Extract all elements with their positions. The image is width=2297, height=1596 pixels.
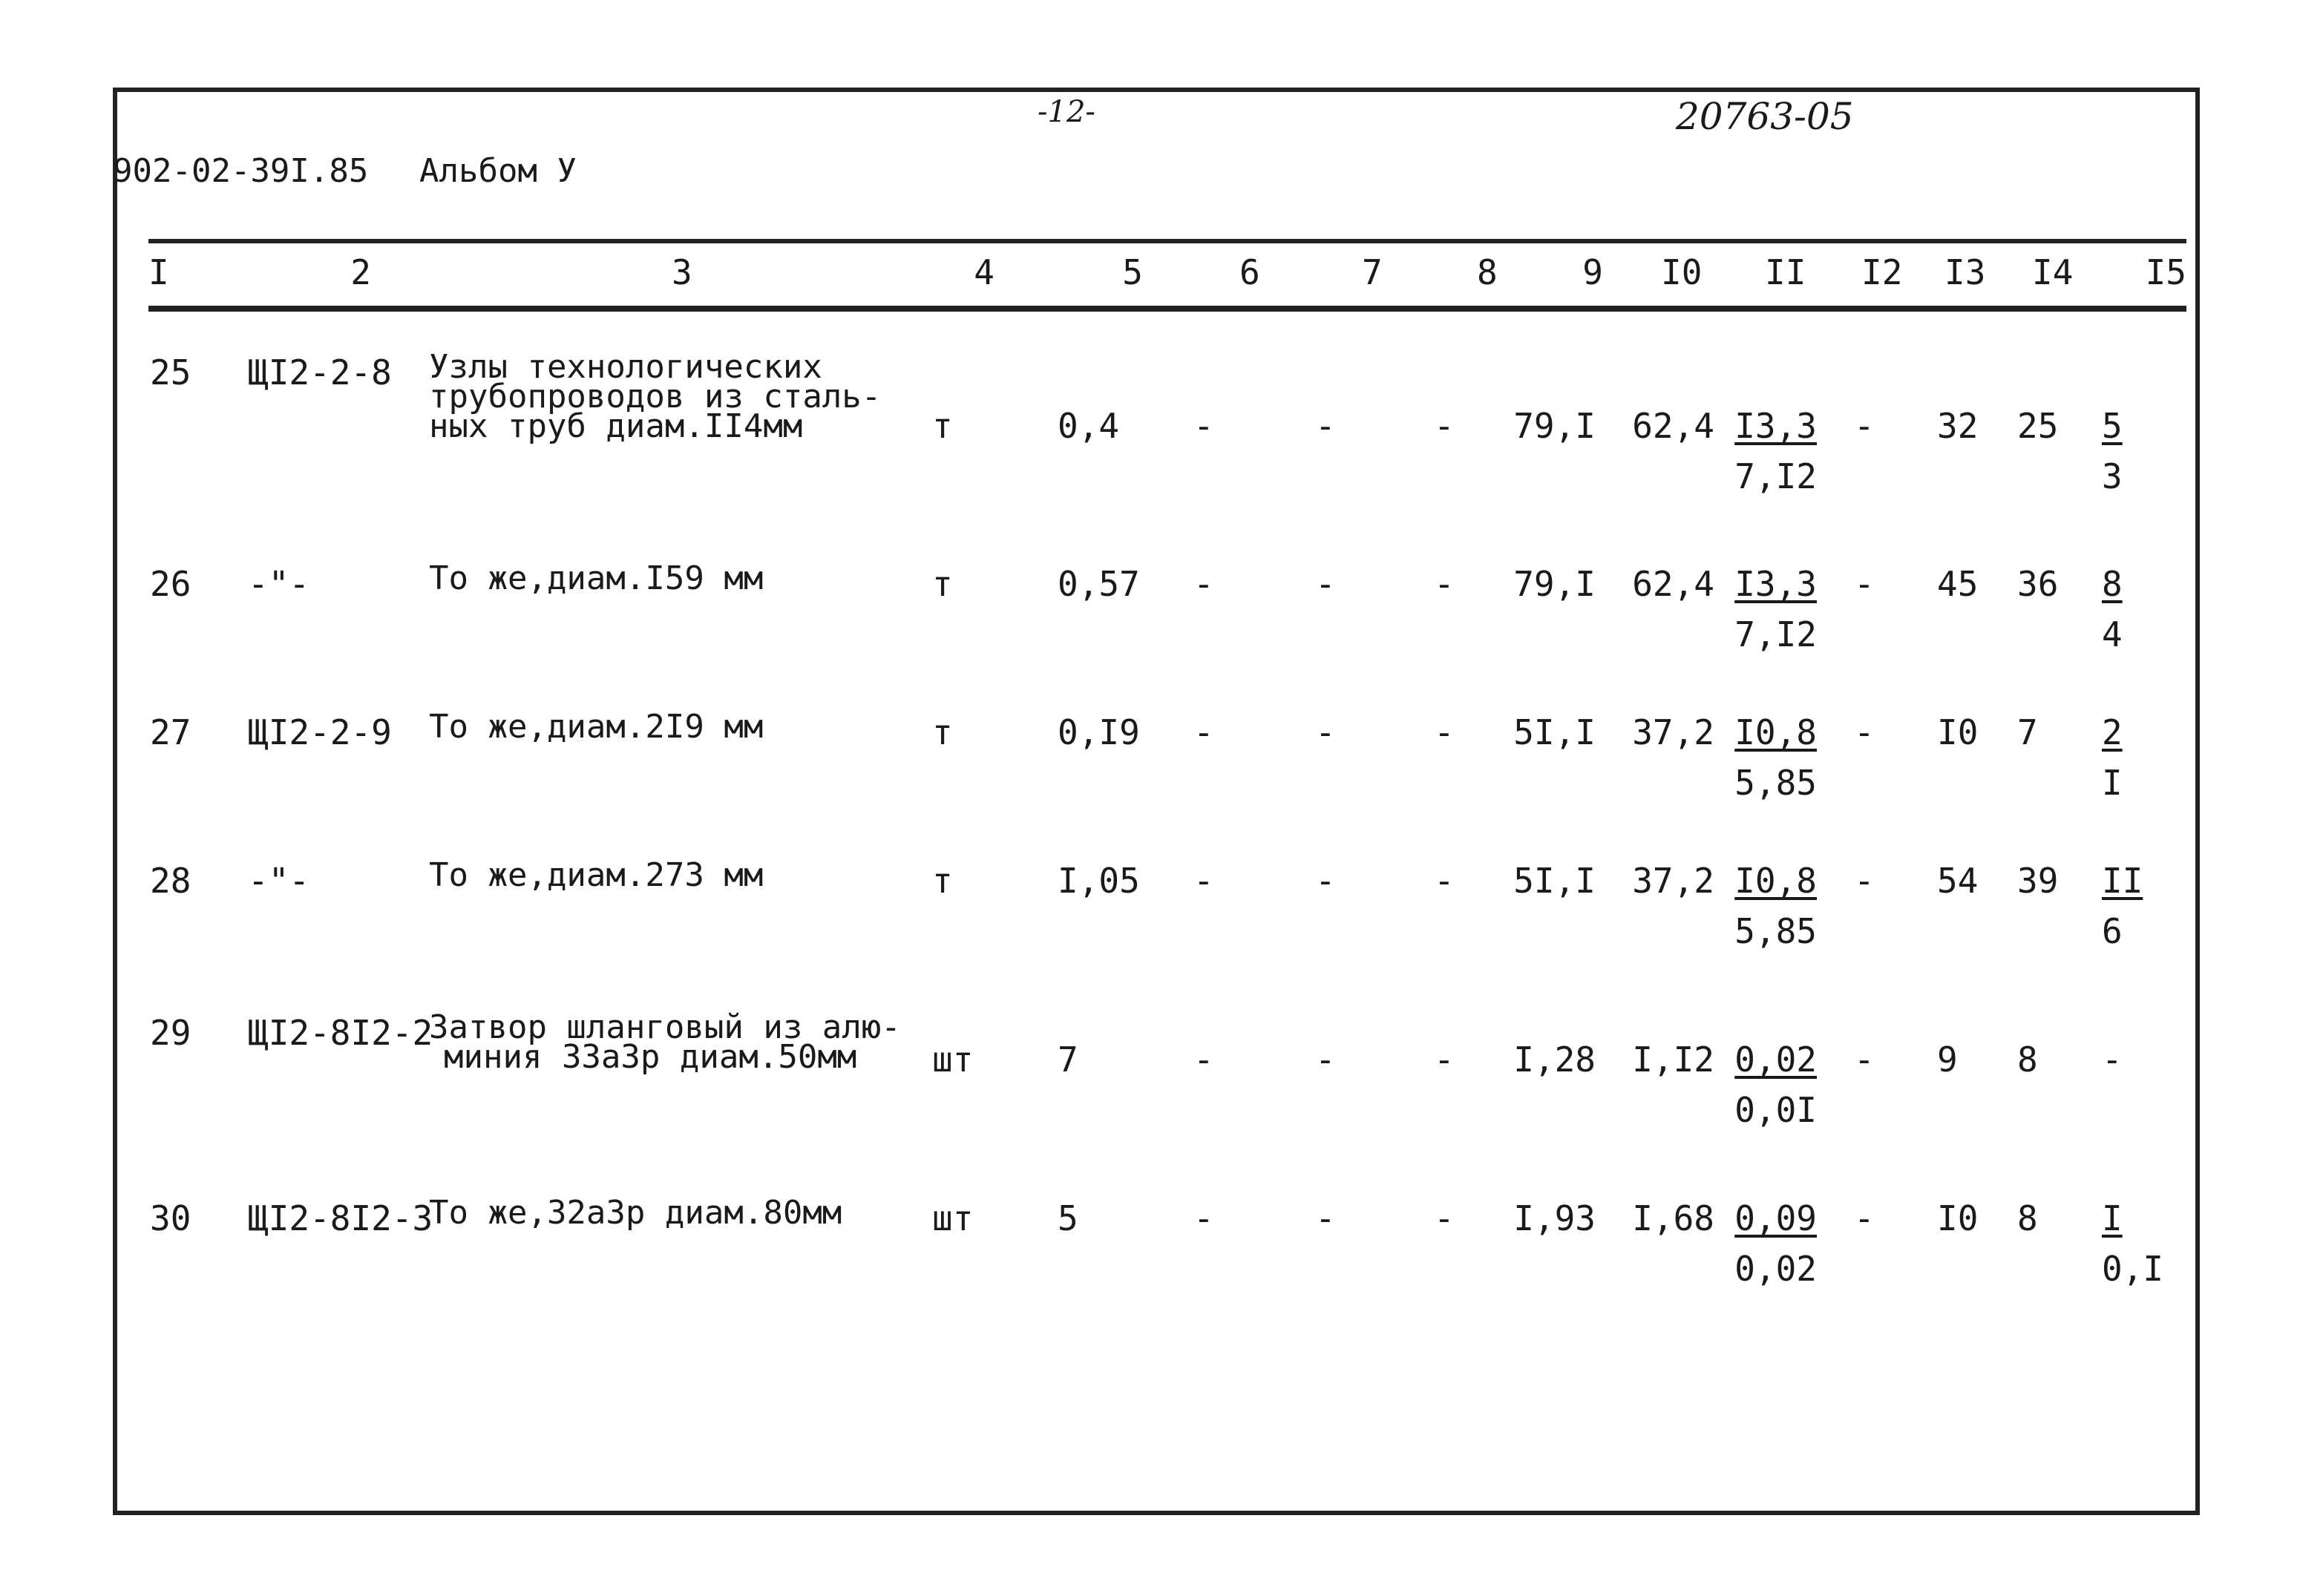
col5-value: 7: [1058, 1040, 1078, 1080]
column-number: 7: [1362, 252, 1383, 292]
column-number: 5: [1122, 252, 1143, 292]
col8-value: -: [1434, 564, 1455, 604]
col9-value: 5I,I: [1513, 861, 1596, 901]
col5-value: 0,4: [1058, 406, 1120, 446]
col11-bottom-value: 5,85: [1734, 763, 1817, 803]
column-number: I5: [2145, 252, 2186, 292]
col7-value: -: [1315, 564, 1336, 604]
col8-value: -: [1434, 1198, 1455, 1238]
column-number: II: [1765, 252, 1806, 292]
page-number: -12-: [1038, 95, 1095, 129]
col6-value: -: [1193, 861, 1214, 901]
col7-value: -: [1315, 861, 1336, 901]
col15-top-value: I: [2102, 1198, 2123, 1238]
col10-value: 62,4: [1632, 564, 1714, 604]
col15-top-value: 2: [2102, 712, 2123, 752]
col14-value: 7: [2017, 712, 2038, 752]
col9-value: 5I,I: [1513, 712, 1596, 752]
col12-value: -: [1854, 861, 1875, 901]
col15-top-value: 5: [2102, 406, 2123, 446]
col11-top-value: I0,8: [1734, 861, 1817, 901]
col15-bottom-value: 6: [2102, 911, 2123, 951]
column-number: I2: [1861, 252, 1903, 292]
column-number: I: [148, 252, 169, 292]
col15-bottom-value: 0,I: [2102, 1249, 2164, 1289]
description-line: То же,диам.273 мм: [429, 856, 764, 894]
col14-value: 25: [2017, 406, 2059, 446]
row-number: 28: [150, 861, 191, 901]
col12-value: -: [1854, 712, 1875, 752]
col6-value: -: [1193, 1198, 1214, 1238]
column-number: I0: [1661, 252, 1703, 292]
col13-value: I0: [1937, 1198, 1979, 1238]
col5-value: I,05: [1058, 861, 1140, 901]
doc-code: 902-02-39I.85: [113, 152, 369, 190]
col5-value: 5: [1058, 1198, 1078, 1238]
col15-top-value: 8: [2102, 564, 2123, 604]
row-number: 27: [150, 712, 191, 752]
column-number: 8: [1477, 252, 1498, 292]
col11-bottom-value: 5,85: [1734, 911, 1817, 951]
col15-top-value: -: [2102, 1040, 2123, 1080]
col5-value: 0,57: [1058, 564, 1140, 604]
row-number: 26: [150, 564, 191, 604]
col11-bottom-value: 7,I2: [1734, 456, 1817, 496]
description-line: ных труб диам.II4мм: [429, 407, 803, 445]
col15-top-value: II: [2102, 861, 2143, 901]
col13-value: 32: [1937, 406, 1979, 446]
col8-value: -: [1434, 861, 1455, 901]
column-number: 4: [974, 252, 995, 292]
row-code: ЩI2-8I2-3: [248, 1198, 433, 1238]
row-description: [429, 348, 882, 445]
col15-bottom-value: 3: [2102, 456, 2123, 496]
col6-value: -: [1193, 406, 1214, 446]
col5-value: 0,I9: [1058, 712, 1140, 752]
col12-value: -: [1854, 1198, 1875, 1238]
row-number: 25: [150, 352, 191, 393]
col13-value: I0: [1937, 712, 1979, 752]
col7-value: -: [1315, 1040, 1336, 1080]
unit: т: [932, 564, 953, 604]
col14-value: 8: [2017, 1198, 2038, 1238]
col13-value: 45: [1937, 564, 1979, 604]
row-description: [429, 1008, 901, 1076]
row-description: [429, 1194, 842, 1232]
description-line: Затвор шланговый из алю-: [429, 1008, 901, 1046]
row-code: -"-: [248, 861, 310, 901]
column-number: 3: [672, 252, 692, 292]
col12-value: -: [1854, 1040, 1875, 1080]
col11-bottom-value: 0,0I: [1734, 1090, 1817, 1130]
column-number: 6: [1239, 252, 1260, 292]
unit: шт: [932, 1040, 974, 1080]
description-line: То же,диам.I59 мм: [429, 559, 764, 597]
col14-value: 36: [2017, 564, 2059, 604]
row-code: ЩI2-8I2-2: [248, 1013, 433, 1053]
column-number: 2: [350, 252, 371, 292]
col12-value: -: [1854, 564, 1875, 604]
col12-value: -: [1854, 406, 1875, 446]
header-rule-bottom: [148, 306, 2186, 312]
col11-top-value: I3,3: [1734, 564, 1817, 604]
col11-top-value: 0,02: [1734, 1040, 1817, 1080]
row-description: [429, 708, 764, 746]
col10-value: 62,4: [1632, 406, 1714, 446]
col9-value: 79,I: [1513, 564, 1596, 604]
description-line: То же,32а3р диам.80мм: [429, 1194, 842, 1232]
col9-value: I,28: [1513, 1040, 1596, 1080]
col10-value: I,I2: [1632, 1040, 1714, 1080]
row-description: [429, 559, 764, 597]
row-code: ЩI2-2-8: [248, 352, 392, 393]
order-number: 20763-05: [1676, 95, 1854, 138]
col11-bottom-value: 7,I2: [1734, 614, 1817, 654]
unit: т: [932, 861, 953, 901]
col14-value: 8: [2017, 1040, 2038, 1080]
col8-value: -: [1434, 406, 1455, 446]
page-frame: [113, 88, 2200, 1515]
col11-bottom-value: 0,02: [1734, 1249, 1817, 1289]
row-number: 30: [150, 1198, 191, 1238]
col6-value: -: [1193, 712, 1214, 752]
description-line: То же,диам.2I9 мм: [429, 708, 764, 746]
description-line: миния 33а3р диам.50мм: [444, 1038, 857, 1076]
description-line: Узлы технологических: [429, 348, 822, 386]
col13-value: 9: [1937, 1040, 1958, 1080]
col11-top-value: I0,8: [1734, 712, 1817, 752]
col8-value: -: [1434, 1040, 1455, 1080]
col15-bottom-value: I: [2102, 763, 2123, 803]
col6-value: -: [1193, 564, 1214, 604]
unit: шт: [932, 1198, 974, 1238]
column-number: I3: [1944, 252, 1986, 292]
column-number: 9: [1582, 252, 1603, 292]
col11-top-value: I3,3: [1734, 406, 1817, 446]
col8-value: -: [1434, 712, 1455, 752]
header-rule-top: [148, 239, 2186, 243]
col9-value: I,93: [1513, 1198, 1596, 1238]
col10-value: I,68: [1632, 1198, 1714, 1238]
row-code: ЩI2-2-9: [248, 712, 392, 752]
col13-value: 54: [1937, 861, 1979, 901]
col10-value: 37,2: [1632, 712, 1714, 752]
col7-value: -: [1315, 406, 1336, 446]
col9-value: 79,I: [1513, 406, 1596, 446]
col11-top-value: 0,09: [1734, 1198, 1817, 1238]
unit: т: [932, 406, 953, 446]
col6-value: -: [1193, 1040, 1214, 1080]
album-label: Альбом У: [419, 152, 577, 190]
column-number: I4: [2032, 252, 2074, 292]
col15-bottom-value: 4: [2102, 614, 2123, 654]
unit: т: [932, 712, 953, 752]
row-number: 29: [150, 1013, 191, 1053]
col10-value: 37,2: [1632, 861, 1714, 901]
row-description: [429, 856, 764, 894]
col14-value: 39: [2017, 861, 2059, 901]
row-code: -"-: [248, 564, 310, 604]
col7-value: -: [1315, 712, 1336, 752]
col7-value: -: [1315, 1198, 1336, 1238]
description-line: трубопроводов из сталь-: [429, 378, 882, 416]
